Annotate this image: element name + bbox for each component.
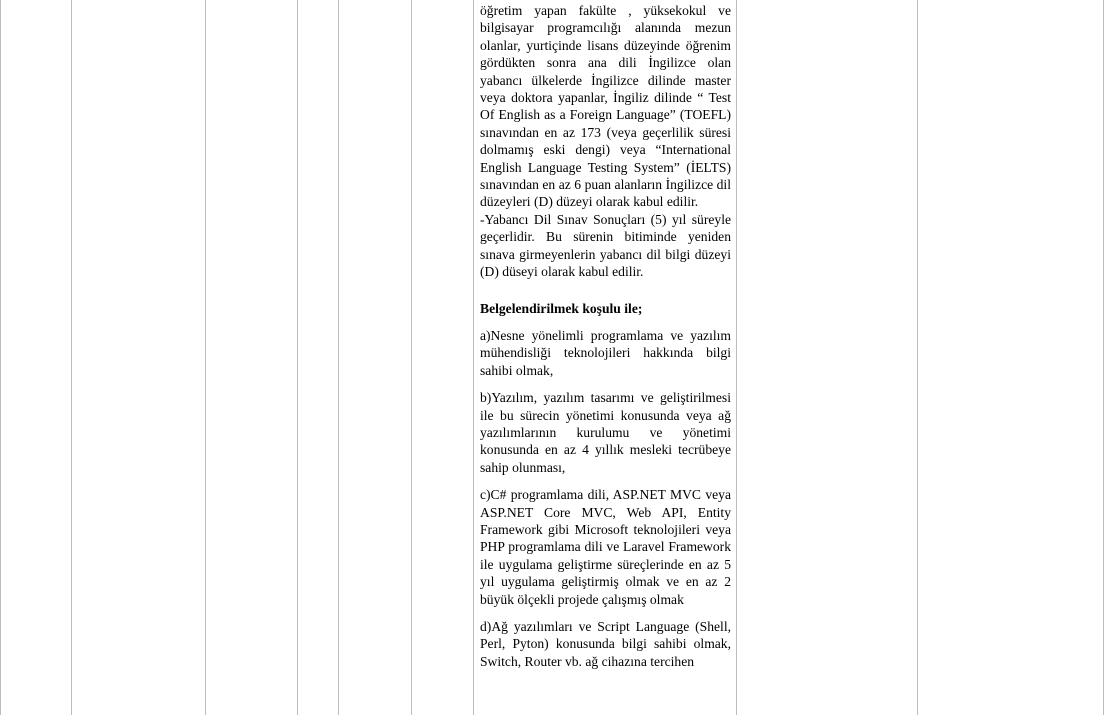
condition-item-c: c)C# programlama dili, ASP.NET MVC veya ASP.NET Core MVC, Web API, Entity Framework gibi Microsoft teknolojileri veya PHP programlama dili ve Laravel Framework ile uygulama geliştirme süreçlerinde en az 5 yıl uygulama geliştirmiş olmak ve en az 2 büyük ölçekli projede çalışmış olmak — [480, 487, 731, 607]
table-border-9 — [917, 0, 918, 715]
table-border-1 — [0, 0, 1, 715]
table-border-5 — [338, 0, 339, 715]
language-requirement-paragraph: öğretim yapan fakülte , yüksekokul ve bilgisayar programcılığı alanında mezun olanlar, yurtiçinde lisans düzeyinde öğrenim gördükten sonra ana dili İngilizce olan yabancı ülkelerde İngilizce dilinde master veya doktora yapanlar, İngiliz dilinde “ Test Of English as a Foreign Language” (TOEFL) sınavından en az 173 (veya geçerlilik süresi dolmamış eski dengi) veya “International English Language Testing System” (İELTS) sınavından en az 6 puan alanların İngilizce dil düzeyleri (D) düzeyi olarak kabul edilir. — [480, 3, 731, 210]
condition-item-b: b)Yazılım, yazılım tasarımı ve geliştirilmesi ile bu sürecin yönetimi konusunda veya ağ yazılımlarının kurulumu ve yönetimi konusunda en az 4 yıllık mesleki tecrübeye sahip olunması, — [480, 390, 731, 475]
table-border-6 — [411, 0, 412, 715]
table-border-8 — [736, 0, 737, 715]
table-border-3 — [205, 0, 206, 715]
conditions-heading: Belgelendirilmek koşulu ile; — [480, 300, 643, 316]
requirements-cell — [480, 2, 731, 670]
table-border-7 — [473, 0, 474, 715]
exam-validity-paragraph: -Yabancı Dil Sınav Sonuçları (5) yıl süreyle geçerlidir. Bu sürenin bitiminde yeniden sınava girmeyenlerin yabancı dil bilgi düzeyi (D) düseyi olarak kabul edilir. — [480, 211, 731, 280]
condition-item-a: a)Nesne yönelimli programlama ve yazılım mühendisliği teknolojileri hakkında bilgi sahibi olmak, — [480, 327, 731, 378]
table-border-4 — [297, 0, 298, 715]
table-border-2 — [71, 0, 72, 715]
condition-item-d: d)Ağ yazılımları ve Script Language (Shell, Perl, Pyton) konusunda bilgi sahibi olmak, Switch, Router vb. ağ cihazına tercihen — [480, 619, 731, 669]
